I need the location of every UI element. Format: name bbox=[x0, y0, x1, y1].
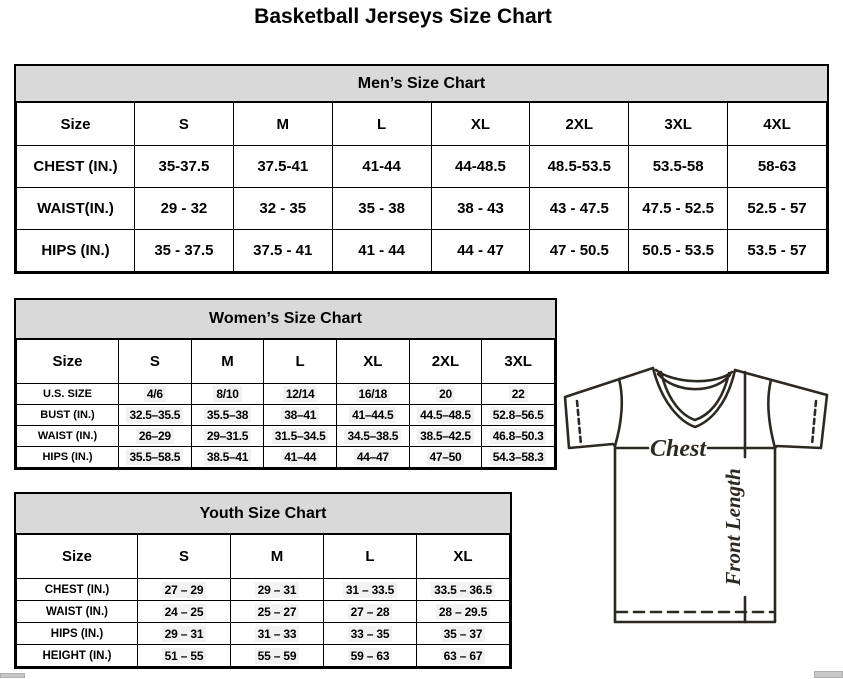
value-cell bbox=[138, 601, 231, 623]
value-text: 38.5–41 bbox=[204, 449, 251, 465]
value-cell bbox=[191, 426, 264, 447]
value-cell bbox=[138, 579, 231, 601]
value-text: 12/14 bbox=[283, 386, 318, 402]
size-column-header: 4XL bbox=[728, 103, 827, 146]
value-text: 28 – 29.5 bbox=[436, 604, 490, 620]
value-cell bbox=[135, 146, 234, 188]
value-text: 63 – 67 bbox=[441, 648, 486, 664]
value-text: 52.8–56.5 bbox=[490, 407, 547, 423]
size-column-header: M bbox=[191, 340, 264, 384]
value-cell bbox=[409, 405, 482, 426]
size-corner-header: Size bbox=[17, 535, 138, 579]
value-text: 16/18 bbox=[356, 386, 391, 402]
value-cell bbox=[191, 405, 264, 426]
youth-chart-title: Youth Size Chart bbox=[16, 494, 510, 534]
value-cell bbox=[233, 188, 332, 230]
value-cell bbox=[191, 384, 264, 405]
value-cell bbox=[417, 645, 510, 667]
value-text: 37.5-41 bbox=[257, 158, 309, 175]
value-cell bbox=[728, 188, 827, 230]
size-column-header: L bbox=[264, 340, 337, 384]
value-cell bbox=[231, 579, 324, 601]
row-label: WAIST(IN.) bbox=[17, 188, 135, 230]
table-row bbox=[17, 384, 555, 405]
value-cell bbox=[530, 230, 629, 272]
value-text: 27 – 28 bbox=[348, 604, 393, 620]
value-text: 33 – 35 bbox=[348, 626, 393, 642]
table-row bbox=[17, 601, 510, 623]
value-text: 58-63 bbox=[757, 158, 797, 175]
womens-size-chart bbox=[14, 298, 557, 470]
value-text: 29 – 31 bbox=[255, 582, 300, 598]
value-text: 8/10 bbox=[213, 386, 241, 402]
value-text: 38 - 43 bbox=[457, 200, 504, 217]
value-text: 35.5–58.5 bbox=[126, 449, 183, 465]
value-cell bbox=[264, 426, 337, 447]
value-cell bbox=[482, 384, 555, 405]
mens-chart-title: Men’s Size Chart bbox=[16, 66, 827, 102]
size-column-header: S bbox=[135, 103, 234, 146]
left-cuff-dash-line bbox=[577, 401, 581, 445]
value-cell bbox=[482, 426, 555, 447]
size-column-header: 2XL bbox=[530, 103, 629, 146]
table-row bbox=[17, 188, 827, 230]
value-cell bbox=[530, 146, 629, 188]
value-text: 32.5–35.5 bbox=[126, 407, 183, 423]
row-label: WAIST (IN.) bbox=[17, 601, 138, 623]
value-text: 55 – 59 bbox=[255, 648, 300, 664]
value-cell bbox=[417, 623, 510, 645]
header-row bbox=[17, 103, 827, 146]
value-text: 43 - 47.5 bbox=[549, 200, 609, 217]
youth-size-table bbox=[16, 534, 510, 667]
value-cell bbox=[138, 645, 231, 667]
value-cell bbox=[728, 230, 827, 272]
size-corner-header: Size bbox=[17, 103, 135, 146]
value-cell bbox=[138, 623, 231, 645]
value-text: 48.5-53.5 bbox=[547, 158, 611, 175]
value-text: 37.5 - 41 bbox=[253, 242, 313, 259]
scrollbar-fragment-left[interactable] bbox=[0, 673, 25, 678]
value-cell bbox=[264, 405, 337, 426]
value-text: 24 – 25 bbox=[162, 604, 207, 620]
value-cell bbox=[264, 447, 337, 468]
value-text: 31 – 33 bbox=[255, 626, 300, 642]
value-cell bbox=[336, 447, 409, 468]
value-cell bbox=[409, 447, 482, 468]
value-cell bbox=[324, 601, 417, 623]
size-column-header: XL bbox=[431, 103, 530, 146]
value-cell bbox=[332, 230, 431, 272]
value-text: 29 – 31 bbox=[162, 626, 207, 642]
value-text: 41 - 44 bbox=[358, 242, 405, 259]
size-column-header: L bbox=[324, 535, 417, 579]
value-text: 26–29 bbox=[136, 428, 174, 444]
value-text: 50.5 - 53.5 bbox=[642, 242, 714, 259]
row-label: HEIGHT (IN.) bbox=[17, 645, 138, 667]
value-cell bbox=[482, 405, 555, 426]
size-column-header: M bbox=[231, 535, 324, 579]
youth-size-chart bbox=[14, 492, 512, 669]
value-text: 22 bbox=[509, 386, 528, 402]
size-column-header: L bbox=[332, 103, 431, 146]
value-text: 35 – 37 bbox=[441, 626, 486, 642]
value-cell bbox=[231, 623, 324, 645]
value-text: 38.5–42.5 bbox=[417, 428, 474, 444]
value-cell bbox=[119, 405, 192, 426]
table-row bbox=[17, 645, 510, 667]
row-label: BUST (IN.) bbox=[17, 405, 119, 426]
value-text: 41-44 bbox=[362, 158, 401, 175]
value-text: 35 - 38 bbox=[358, 200, 405, 217]
row-label: CHEST (IN.) bbox=[17, 579, 138, 601]
table-row bbox=[17, 405, 555, 426]
value-text: 51 – 55 bbox=[162, 648, 207, 664]
table-row bbox=[17, 426, 555, 447]
value-cell bbox=[629, 230, 728, 272]
value-cell bbox=[431, 146, 530, 188]
value-cell bbox=[409, 426, 482, 447]
left-armhole-seam bbox=[615, 379, 622, 446]
value-text: 38–41 bbox=[281, 407, 319, 423]
value-text: 41–44.5 bbox=[349, 407, 396, 423]
size-column-header: XL bbox=[336, 340, 409, 384]
value-text: 44 - 47 bbox=[457, 242, 504, 259]
size-column-header: S bbox=[119, 340, 192, 384]
table-row bbox=[17, 447, 555, 468]
value-text: 59 – 63 bbox=[348, 648, 393, 664]
value-cell bbox=[231, 645, 324, 667]
table-row bbox=[17, 230, 827, 272]
value-cell bbox=[336, 426, 409, 447]
value-text: 44-48.5 bbox=[455, 158, 506, 175]
value-cell bbox=[629, 146, 728, 188]
value-text: 34.5–38.5 bbox=[344, 428, 401, 444]
size-column-header: M bbox=[233, 103, 332, 146]
value-cell bbox=[324, 623, 417, 645]
jersey-diagram bbox=[556, 360, 841, 635]
value-text: 52.5 - 57 bbox=[747, 200, 807, 217]
row-label: U.S. SIZE bbox=[17, 384, 119, 405]
value-text: 25 – 27 bbox=[255, 604, 300, 620]
value-cell bbox=[332, 146, 431, 188]
row-label: CHEST (IN.) bbox=[17, 146, 135, 188]
value-cell bbox=[324, 645, 417, 667]
mens-size-table bbox=[16, 102, 827, 272]
value-cell bbox=[191, 447, 264, 468]
collar-band-arc-outer bbox=[656, 370, 732, 381]
header-row bbox=[17, 340, 555, 384]
header-row bbox=[17, 535, 510, 579]
page-title: Basketball Jerseys Size Chart bbox=[254, 5, 552, 28]
value-text: 35.5–38 bbox=[204, 407, 251, 423]
value-cell bbox=[233, 146, 332, 188]
womens-chart-title: Women’s Size Chart bbox=[16, 300, 555, 339]
row-label: HIPS (IN.) bbox=[17, 447, 119, 468]
value-cell bbox=[629, 188, 728, 230]
value-text: 4/6 bbox=[144, 386, 166, 402]
table-row bbox=[17, 146, 827, 188]
value-text: 46.8–50.3 bbox=[490, 428, 547, 444]
value-cell bbox=[336, 405, 409, 426]
front-length-label: Front Length bbox=[721, 468, 745, 586]
value-cell bbox=[231, 601, 324, 623]
value-cell bbox=[431, 188, 530, 230]
value-cell bbox=[264, 384, 337, 405]
size-column-header: XL bbox=[417, 535, 510, 579]
value-text: 32 - 35 bbox=[259, 200, 307, 217]
jersey-outline-path bbox=[565, 368, 827, 622]
value-cell bbox=[119, 384, 192, 405]
row-label: HIPS (IN.) bbox=[17, 623, 138, 645]
value-cell bbox=[135, 230, 234, 272]
value-cell bbox=[135, 188, 234, 230]
value-text: 53.5-58 bbox=[652, 158, 704, 175]
right-cuff-dash-line bbox=[812, 401, 816, 445]
value-cell bbox=[119, 447, 192, 468]
value-text: 33.5 – 36.5 bbox=[431, 582, 495, 598]
value-text: 44.5–48.5 bbox=[417, 407, 474, 423]
right-armhole-seam bbox=[768, 380, 775, 448]
value-cell bbox=[233, 230, 332, 272]
value-cell bbox=[336, 384, 409, 405]
value-text: 47–50 bbox=[427, 449, 465, 465]
row-label: HIPS (IN.) bbox=[17, 230, 135, 272]
size-column-header: 2XL bbox=[409, 340, 482, 384]
value-text: 44–47 bbox=[354, 449, 392, 465]
value-text: 53.5 - 57 bbox=[747, 242, 807, 259]
value-cell bbox=[332, 188, 431, 230]
value-cell bbox=[409, 384, 482, 405]
value-cell bbox=[482, 447, 555, 468]
scrollbar-fragment-right[interactable] bbox=[814, 671, 843, 678]
chest-label: Chest bbox=[649, 436, 707, 462]
value-text: 29–31.5 bbox=[204, 428, 251, 444]
row-label: WAIST (IN.) bbox=[17, 426, 119, 447]
value-text: 20 bbox=[436, 386, 455, 402]
value-text: 47.5 - 52.5 bbox=[642, 200, 714, 217]
womens-size-table bbox=[16, 339, 555, 468]
value-text: 27 – 29 bbox=[162, 582, 207, 598]
value-cell bbox=[728, 146, 827, 188]
value-text: 47 - 50.5 bbox=[549, 242, 609, 259]
table-row bbox=[17, 579, 510, 601]
value-cell bbox=[119, 426, 192, 447]
value-text: 29 - 32 bbox=[160, 200, 208, 217]
value-text: 41–44 bbox=[281, 449, 319, 465]
value-cell bbox=[530, 188, 629, 230]
size-column-header: S bbox=[138, 535, 231, 579]
value-text: 31 – 33.5 bbox=[343, 582, 397, 598]
value-text: 35-37.5 bbox=[158, 158, 210, 175]
value-cell bbox=[431, 230, 530, 272]
value-cell bbox=[417, 579, 510, 601]
size-corner-header: Size bbox=[17, 340, 119, 384]
size-column-header: 3XL bbox=[629, 103, 728, 146]
table-row bbox=[17, 623, 510, 645]
value-text: 31.5–34.5 bbox=[272, 428, 329, 444]
value-cell bbox=[417, 601, 510, 623]
mens-size-chart bbox=[14, 64, 829, 274]
value-text: 35 - 37.5 bbox=[154, 242, 214, 259]
value-cell bbox=[324, 579, 417, 601]
value-text: 54.3–58.3 bbox=[490, 449, 547, 465]
size-column-header: 3XL bbox=[482, 340, 555, 384]
